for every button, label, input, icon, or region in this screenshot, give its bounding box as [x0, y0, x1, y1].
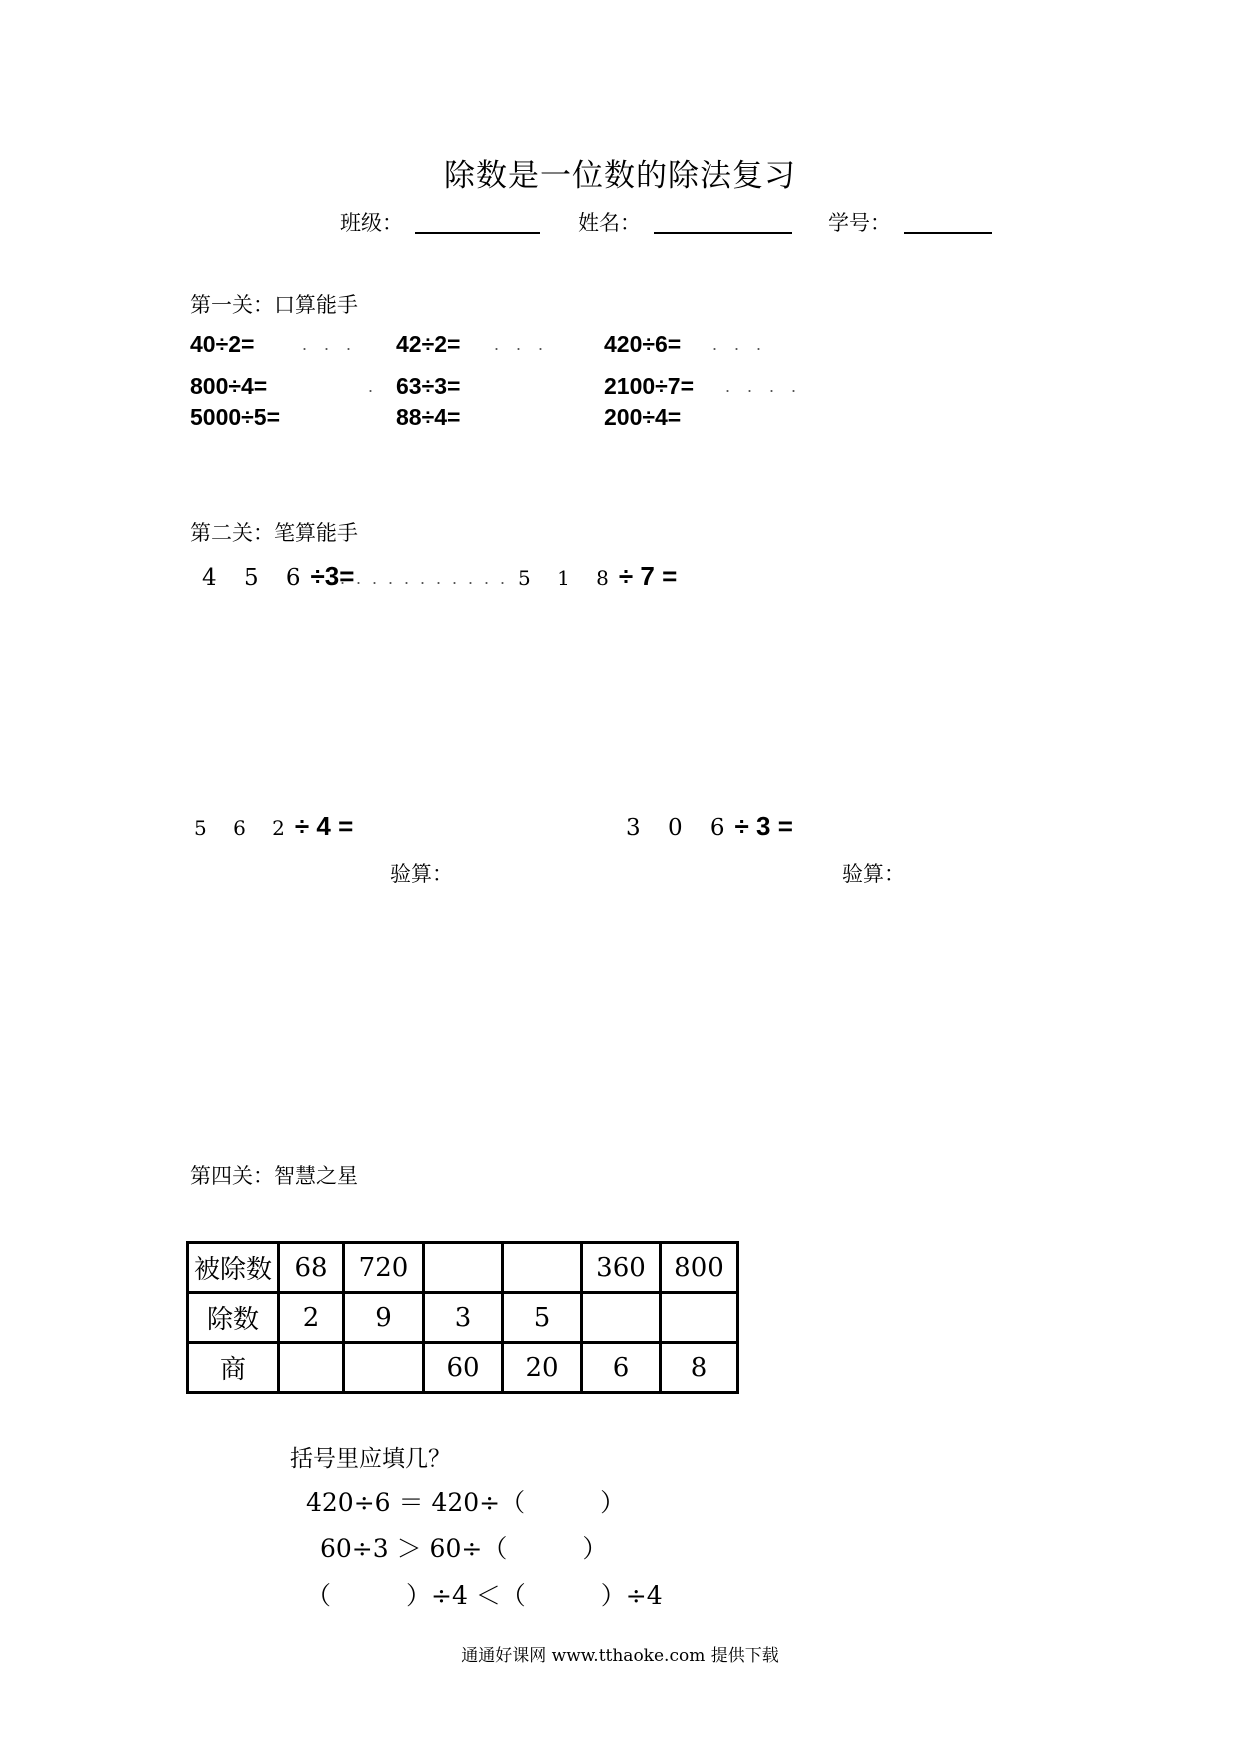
table-cell: 8 — [661, 1343, 738, 1393]
table-row — [188, 1293, 738, 1343]
problem-operator: ÷ 7 = — [618, 561, 678, 591]
table-cell: 2 — [279, 1293, 344, 1343]
table-cell: 9 — [344, 1293, 424, 1343]
table-cell[interactable] — [582, 1293, 661, 1343]
dot-leader: . . . — [302, 334, 358, 354]
table-cell: 60 — [424, 1343, 503, 1393]
dot-leader: . . . — [494, 334, 550, 354]
class-blank[interactable] — [415, 232, 540, 234]
table-row — [188, 1343, 738, 1393]
written-problem-1 — [202, 561, 354, 592]
oral-problem: 42÷2= — [396, 331, 461, 357]
row-header-quotient: 商 — [188, 1343, 279, 1393]
section2-heading: 第二关：笔算能手 — [190, 521, 358, 545]
name-blank[interactable] — [654, 232, 792, 234]
dot-leader: . . . — [712, 334, 768, 354]
table-cell: 360 — [582, 1243, 661, 1293]
oral-problem: 40÷2= — [190, 331, 255, 357]
oral-problem: 2100÷7= — [604, 373, 695, 399]
name-label: 姓名： — [578, 211, 641, 235]
table-cell[interactable] — [661, 1293, 738, 1343]
problem-operator: ÷3= — [310, 561, 355, 591]
problem-digits: 5 6 2 — [194, 816, 295, 840]
oral-problem: 420÷6= — [604, 331, 682, 357]
problem-digits: 4 5 6 — [202, 565, 311, 591]
written-problem-4 — [626, 811, 793, 842]
table-cell: 5 — [503, 1293, 582, 1343]
table-cell: 720 — [344, 1243, 424, 1293]
bracket-problem: 420÷6 ＝ 420÷（ ） — [306, 1488, 626, 1517]
table-cell[interactable] — [503, 1243, 582, 1293]
student-id-blank[interactable] — [904, 232, 992, 234]
table-cell[interactable] — [424, 1243, 503, 1293]
oral-problem: 63÷3= — [396, 373, 461, 399]
bracket-problem: （ ）÷4 ＜（ ）÷4 — [306, 1581, 663, 1610]
dot-leader: . . . . — [725, 376, 803, 396]
table-cell: 800 — [661, 1243, 738, 1293]
dot-leader: . . . . . . . . . . . — [340, 568, 509, 588]
oral-problem: 800÷4= — [190, 373, 268, 399]
problem-digits: 3 0 6 — [626, 815, 735, 841]
written-problem-3 — [194, 811, 353, 842]
division-table — [186, 1241, 739, 1394]
table-cell: 3 — [424, 1293, 503, 1343]
table-row — [188, 1243, 738, 1293]
oral-problem: 5000÷5= — [190, 404, 281, 430]
table-cell: 6 — [582, 1343, 661, 1393]
footer-credit: 通通好课网 www.tthaoke.com 提供下载 — [461, 1646, 779, 1666]
bracket-problem: 60÷3 ＞ 60÷（ ） — [320, 1534, 608, 1563]
section1-heading: 第一关：口算能手 — [190, 293, 358, 317]
page-title: 除数是一位数的除法复习 — [444, 158, 796, 194]
class-label: 班级： — [340, 211, 403, 235]
check-label: 验算： — [390, 862, 453, 886]
brackets-heading: 括号里应填几？ — [290, 1446, 451, 1472]
written-problem-2 — [518, 561, 677, 592]
problem-digits: 5 1 8 — [518, 566, 619, 590]
row-header-dividend: 被除数 — [188, 1243, 279, 1293]
oral-problem: 88÷4= — [396, 404, 461, 430]
problem-operator: ÷ 4 = — [294, 811, 354, 841]
section4-heading: 第四关：智慧之星 — [190, 1164, 358, 1188]
table-cell: 20 — [503, 1343, 582, 1393]
row-header-divisor: 除数 — [188, 1293, 279, 1343]
table-cell: 68 — [279, 1243, 344, 1293]
problem-operator: ÷ 3 = — [734, 811, 793, 841]
table-cell[interactable] — [344, 1343, 424, 1393]
table-cell[interactable] — [279, 1343, 344, 1393]
check-label: 验算： — [842, 862, 905, 886]
dot-leader: . — [368, 376, 380, 396]
oral-problem: 200÷4= — [604, 404, 682, 430]
student-id-label: 学号： — [828, 211, 891, 235]
